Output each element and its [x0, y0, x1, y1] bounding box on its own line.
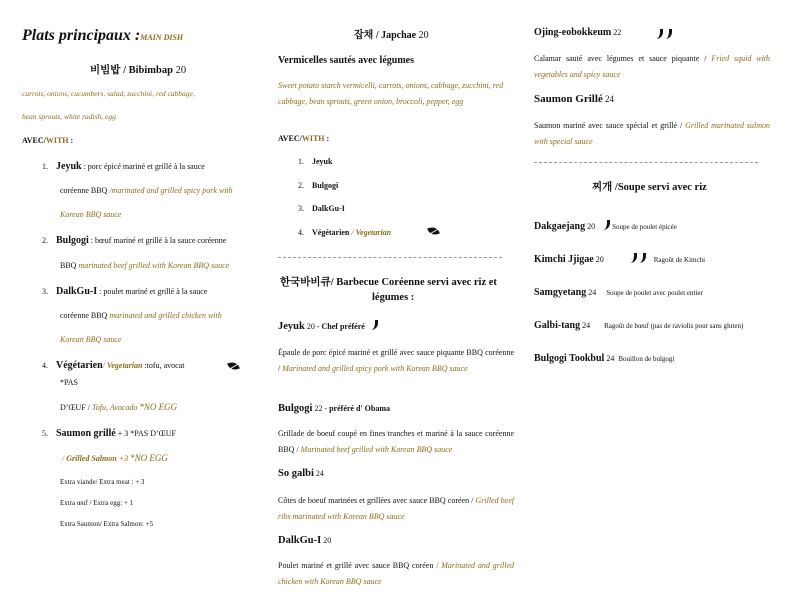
dish-price: 20: [175, 65, 187, 76]
item-desc-en-2: Korean BBQ sauce: [60, 335, 122, 344]
item-desc-fr: + 3 *PAS D’ŒUF: [115, 429, 176, 438]
dish-bibimbap: [90, 62, 186, 77]
dish-note: Chef préféré: [321, 322, 365, 331]
soup-desc: Ragoût de Kimchi: [653, 256, 706, 264]
dish-dalkgu-i: [278, 535, 331, 546]
list-item-line: [60, 261, 229, 270]
soup-price: 24: [604, 354, 615, 363]
slash-text: /: [349, 228, 356, 237]
dish-so-galbi: [278, 468, 324, 479]
bbq-title-korean: 한국바비큐: [280, 277, 331, 288]
list-item: [298, 181, 338, 190]
item-desc-en-2: Korean BBQ sauce: [60, 210, 122, 219]
saumon-desc: [534, 118, 770, 149]
desc-fr: Poulet mariné et grillé avec sauce BBQ coréen: [278, 561, 437, 570]
dish-name: Jeyuk: [278, 321, 305, 332]
slash-text: /: [62, 454, 67, 463]
item-name: Jeyuk: [312, 157, 333, 166]
item-desc-fr: : bœuf mariné et grillé à la sauce coréenne: [88, 236, 227, 245]
with-text: WITH: [301, 134, 325, 143]
item-name: Bulgogi: [312, 181, 339, 190]
pepper-icon: [635, 253, 644, 263]
soup-name: Galbi-tang: [534, 320, 581, 331]
list-item-line: [62, 453, 168, 463]
avec-with-label: [278, 134, 329, 143]
item-number: 3.: [298, 204, 304, 213]
bbq-title-fr: / Barbecue Coréenne servi avec riz et: [330, 277, 497, 288]
dish-jeyuk: [278, 320, 376, 332]
so-galbi-desc: [278, 493, 514, 524]
list-item: [298, 204, 345, 213]
bbq-title-2: légumes :: [372, 292, 415, 303]
dalkgu-desc: [278, 558, 514, 589]
dish-name: So galbi: [278, 468, 314, 479]
desc-fr: Grillade de boeuf coupé en fines tranches et mariné à la sauce coréenne BBQ /: [278, 429, 514, 454]
dish-name-korean: 비빔밥: [90, 65, 121, 76]
item-name: Végétarien: [312, 228, 350, 237]
dish-name: Bulgogi: [278, 403, 313, 414]
desc-en: Grilled marinated salmon with special sauce: [534, 121, 770, 146]
item-number: 2.: [298, 181, 304, 190]
item-desc-fr: :tofu, avocat: [142, 361, 185, 370]
bibimbap-desc-2: bean sprouts, white radish, egg: [22, 112, 116, 121]
soup-name: Dakgaejang: [534, 221, 586, 232]
item-desc-fr-2: BBQ: [60, 261, 79, 270]
avec-with-label: [22, 136, 73, 145]
soup-price: 24: [586, 288, 597, 297]
item-desc-en: /marinated and grilled spicy pork with: [109, 186, 233, 195]
soup-desc: Soupe de poulet épicée: [612, 223, 677, 231]
jeyuk-desc: [278, 345, 514, 376]
leaf-icon: [228, 362, 240, 371]
desc-fr: Saumon mariné avec sauce spécial et grillé /: [534, 121, 686, 130]
soup-desc: Ragoût de bœuf (pas de raviolis pour sans gluten): [604, 322, 744, 330]
divider: [534, 162, 758, 163]
list-item-vegetarian: [298, 228, 391, 237]
dish-price: 20 -: [304, 322, 322, 331]
desc-en: Marinated beef grilled with Korean BBQ sauce: [300, 444, 453, 454]
dish-price: 24: [313, 469, 324, 478]
bibimbap-desc-1: carrots, onions, cucumbers, salad, zucchini, red cabbage,: [22, 89, 195, 98]
salmon-no-egg: *NO EGG: [130, 453, 168, 463]
slash-text: /: [102, 361, 107, 370]
page-title: [22, 27, 183, 45]
extra-egg: Extra œuf / Extra egg: + 1: [60, 499, 134, 507]
veg-desc-en: Tofu, Avocado: [92, 403, 140, 412]
item-number: 1.: [42, 162, 48, 171]
desc-en: Grilled beef ribs marinated with Korean BBQ sauce: [278, 496, 514, 521]
dish-name: / Japchae: [373, 30, 417, 41]
item-name: Jeyuk: [56, 161, 82, 172]
dish-name: DalkGu-I: [278, 535, 322, 546]
divider: [278, 257, 502, 258]
bulgogi-desc: [278, 426, 514, 457]
list-item: [42, 235, 226, 246]
veg-pas: *PAS: [60, 378, 78, 387]
item-number: 2.: [42, 236, 48, 245]
veg-oeuf: D’ŒUF /: [60, 403, 93, 412]
list-item-vegetarian: [42, 360, 184, 371]
item-desc-fr: : porc épicé mariné et grillé à la sauce: [81, 162, 205, 171]
item-name: Végétarien: [56, 360, 103, 371]
soup-title-fr: /Soupe servi avec riz: [612, 182, 707, 193]
pepper-icon: [626, 253, 635, 263]
soup-price: 20: [585, 222, 596, 231]
item-desc-fr: : poulet mariné et grillé à la sauce: [97, 287, 208, 296]
dish-price: 22 -: [312, 404, 330, 413]
item-desc-en: marinated and grilled chicken with: [109, 311, 222, 320]
desc-fr: Épaule de porc épicé mariné et grillé avec sauce piquante BBQ coréenne /: [278, 348, 514, 373]
desc-en: / Marinated and grilled chicken with Korean BBQ sauce: [278, 561, 515, 586]
item-desc-fr-2: coréenne BBQ: [60, 311, 110, 320]
soup-item: [534, 249, 705, 267]
dish-name: / Bibimbap: [120, 65, 173, 76]
item-number: 5.: [42, 429, 48, 438]
desc-fr: Calamar sauté avec légumes et sauce piquante /: [534, 54, 712, 63]
desc-fr: Côtes de boeuf marinées et grillées avec sauce BBQ coréen /: [278, 496, 476, 505]
dish-bulgogi: [278, 403, 390, 414]
dish-price: 22: [611, 28, 622, 37]
item-name-en: Vegetarian: [355, 228, 392, 237]
avec-text: AVEC/: [278, 134, 302, 143]
dish-ojing: [534, 27, 621, 38]
list-item: [42, 161, 205, 172]
dish-name: Ojing-eobokkeum: [534, 27, 612, 38]
dish-price: 20: [321, 536, 332, 545]
dish-name: Saumon Grillé: [534, 93, 603, 105]
item-name: Saumon grillé: [56, 428, 116, 439]
soup-name: Bulgogi Tookbul: [534, 353, 605, 364]
leaf-icon: [428, 227, 440, 236]
salmon-plus: +3: [116, 454, 131, 463]
japchae-desc: Sweet potato starch vermicelli, carrots, onions, cabbage, zucchini, red cabbage, bean sprouts, green onion, broccoli, pepper, egg: [278, 81, 504, 106]
list-item-line: [60, 402, 177, 412]
list-item: [42, 286, 207, 297]
dish-name-korean: 잡채: [354, 30, 374, 41]
pepper-icon: [661, 29, 670, 39]
list-item-salmon: [42, 428, 176, 439]
extra-salmon: Extra Saumon/ Extra Salmon: +5: [60, 520, 153, 528]
dish-japchae: [354, 26, 429, 41]
title-text: Plats principaux :: [22, 27, 141, 44]
item-name: DalkGu-I: [56, 286, 98, 297]
soup-item: [534, 216, 677, 234]
dish-price: 24: [602, 94, 615, 104]
soup-item: [534, 315, 743, 333]
soup-price: 24: [580, 321, 591, 330]
ojing-desc: [534, 51, 770, 82]
desc-en: Fried squid with vegetables and spicy sauce: [534, 54, 771, 79]
soup-title-korean: 찌개: [592, 182, 613, 193]
bbq-title: [280, 274, 516, 292]
pepper-icon: [367, 320, 376, 330]
extra-meat: Extra viande/ Extra meat : + 3: [60, 478, 145, 486]
soup-desc: Soupe de poulet avec poulet entier: [606, 289, 703, 297]
item-number: 3.: [42, 287, 48, 296]
item-desc-fr-2: coréenne BBQ: [60, 186, 110, 195]
desc-en: Marinated and grilled spicy pork with Korean BBQ sauce: [282, 363, 468, 373]
dish-note: préféré d' Obama: [329, 404, 390, 413]
colon-text: :: [324, 134, 330, 143]
soup-title: [592, 179, 707, 194]
item-number: 4.: [42, 361, 48, 370]
pepper-icon: [599, 220, 608, 230]
soup-item: [534, 348, 674, 366]
with-text: WITH: [45, 136, 69, 145]
dish-saumon-grille: [534, 93, 614, 105]
pepper-icon: [652, 29, 661, 39]
title-subtitle: MAIN DISH: [140, 33, 184, 42]
soup-item: [534, 282, 703, 300]
japchae-subtitle: Vermicelles sautés avec légumes: [278, 55, 414, 66]
item-desc-en: marinated beef grilled with Korean BBQ sauce: [78, 261, 230, 270]
list-item-line: [60, 311, 222, 320]
soup-name: Samgyetang: [534, 287, 587, 298]
item-name: Bulgogi: [56, 235, 89, 246]
item-name-en: Grilled Salmon: [66, 454, 117, 463]
colon-text: :: [68, 136, 74, 145]
soup-desc: Bouillon de bulgogi: [618, 355, 675, 363]
item-name: DalkGu-I: [312, 204, 345, 213]
soup-name: Kimchi Jjigae: [534, 254, 594, 265]
item-number: 4.: [298, 228, 304, 237]
dish-price: 20: [416, 30, 429, 41]
list-item: [298, 157, 332, 166]
item-name-en: Vegetarian: [106, 361, 143, 370]
avec-text: AVEC/: [22, 136, 46, 145]
list-item-line: [60, 186, 233, 195]
veg-no-egg: *NO EGG: [139, 402, 178, 412]
soup-price: 20: [593, 255, 604, 264]
item-number: 1.: [298, 157, 304, 166]
